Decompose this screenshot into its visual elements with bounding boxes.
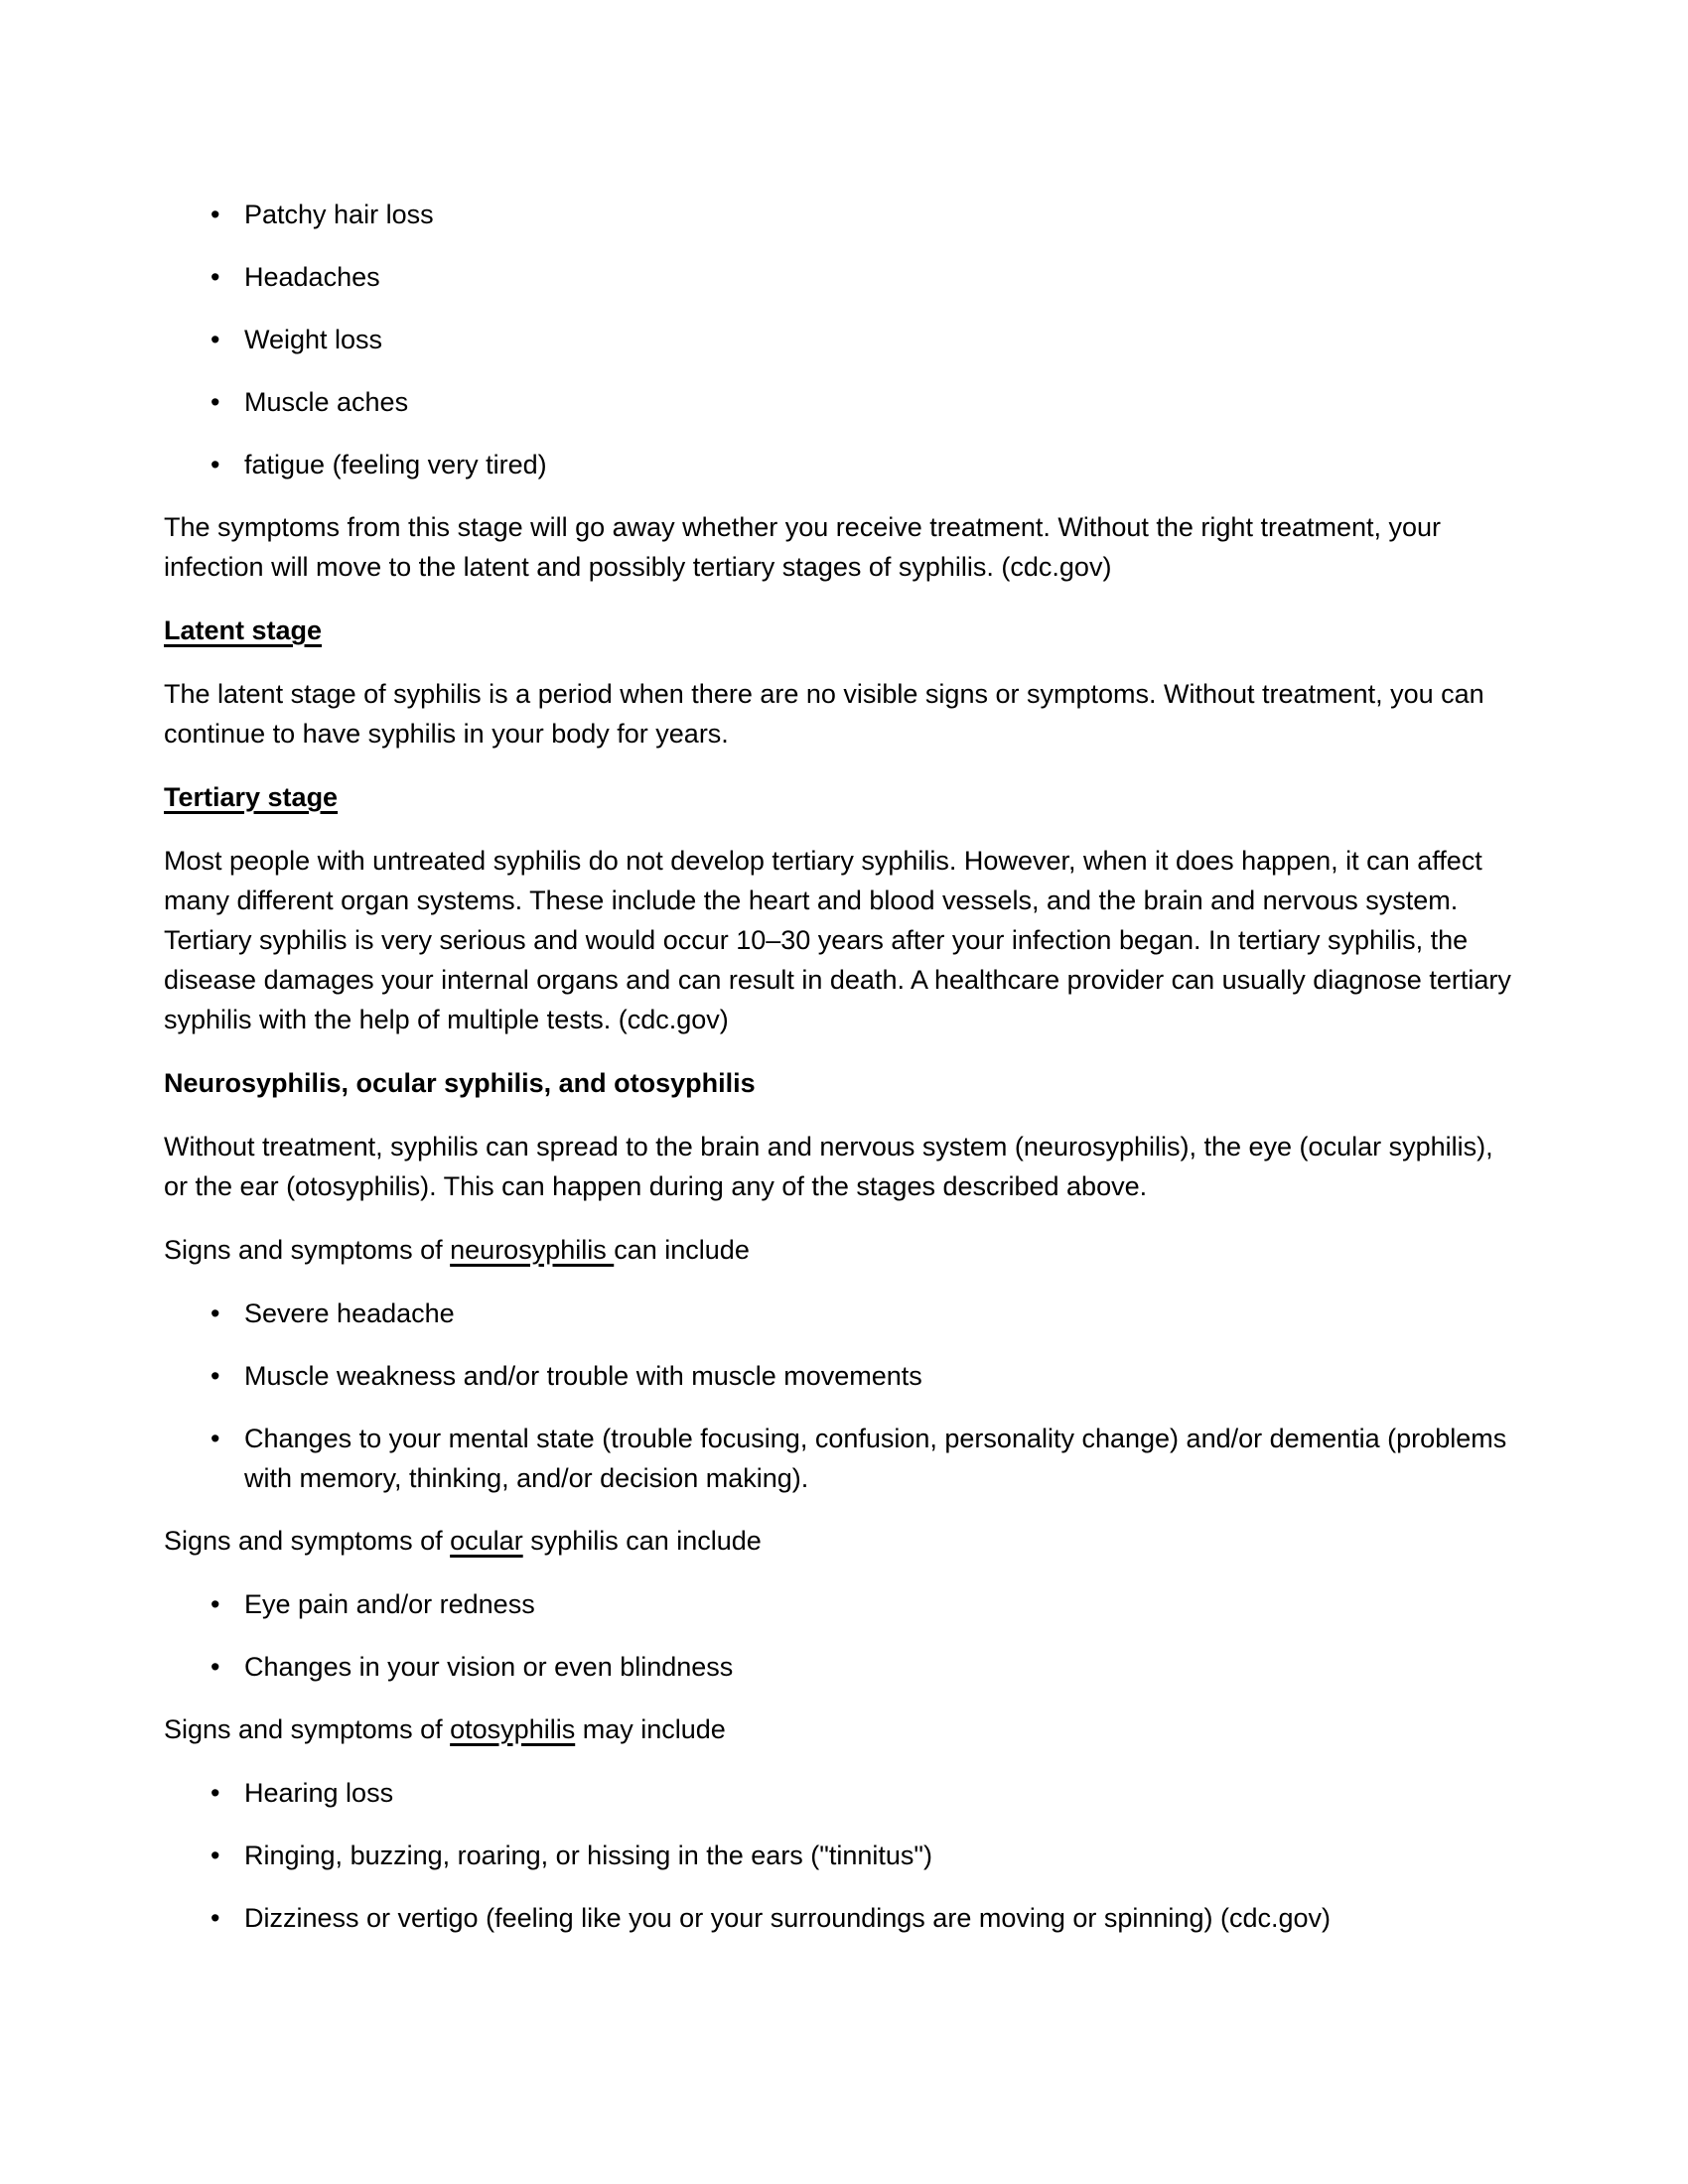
list-item [164, 445, 1524, 484]
list-item [164, 1294, 1524, 1333]
list-item-text: Ringing, buzzing, roaring, or hissing in the ears ("tinnitus") [244, 1841, 933, 1870]
list-item [164, 1584, 1524, 1624]
list-item [164, 320, 1524, 359]
list-item-text: Changes to your mental state (trouble focusing, confusion, personality change) and/or dementia (problems with memory, thinking, and/or decision making). [244, 1424, 1507, 1493]
lead-suffix: can include [614, 1235, 750, 1265]
otosyphilis-symptoms-list [164, 1773, 1524, 1938]
list-item-text: Dizziness or vertigo (feeling like you or your surroundings are moving or spinning) (cdc.gov) [244, 1903, 1331, 1933]
list-item [164, 1836, 1524, 1875]
list-item-text: fatigue (feeling very tired) [244, 450, 547, 479]
heading-neurosyphilis: Neurosyphilis, ocular syphilis, and otosyphilis [164, 1068, 756, 1098]
neurosyphilis-symptoms-list [164, 1294, 1524, 1498]
list-item [164, 1647, 1524, 1687]
lead-suffix: syphilis can include [522, 1526, 762, 1556]
list-item [164, 1356, 1524, 1396]
list-item-text: Eye pain and/or redness [244, 1589, 535, 1619]
ocular-symptoms-list [164, 1584, 1524, 1687]
lead-suffix: may include [575, 1714, 726, 1744]
list-item-text: Muscle weakness and/or trouble with muscle movements [244, 1361, 922, 1391]
lead-prefix: Signs and symptoms of [164, 1714, 451, 1744]
list-item [164, 382, 1524, 422]
heading-tertiary-stage-text: Tertiary stage [164, 782, 339, 812]
paragraph-neurosyphilis-intro: Without treatment, syphilis can spread to the brain and nervous system (neurosyphilis), the eye (ocular syphilis), or the ear (otosyphilis). This can happen during any of the stages described above. [164, 1132, 1493, 1201]
paragraph-latent-stage: The latent stage of syphilis is a period when there are no visible signs or symptoms. Without treatment, you can continue to have syphilis in your body for years. [164, 679, 1484, 749]
list-item-text: Patchy hair loss [244, 200, 434, 229]
list-item [164, 257, 1524, 297]
lead-prefix: Signs and symptoms of [164, 1526, 451, 1556]
list-item [164, 1773, 1524, 1813]
list-item [164, 1898, 1524, 1938]
lead-otosyphilis [164, 1709, 1524, 1749]
heading-tertiary-stage [164, 777, 1524, 817]
paragraph-tertiary-stage: Most people with untreated syphilis do not develop tertiary syphilis. However, when it does happen, it can affect many different organ systems. These include the heart and blood vessels, and the brain and nervous system. Tertiary syphilis is very serious and would occur 10–30 years after your infection began. In tertiary syphilis, the disease damages your internal organs and can result in death. A healthcare provider can usually diagnose tertiary syphilis with the help of multiple tests. (cdc.gov) [164, 846, 1511, 1034]
heading-latent-stage [164, 611, 1524, 650]
list-item-text: Muscle aches [244, 387, 409, 417]
list-item-text: Changes in your vision or even blindness [244, 1652, 734, 1682]
paragraph-stage-symptoms: The symptoms from this stage will go away whether you receive treatment. Without the right treatment, your infection will move to the latent and possibly tertiary stages of syphilis. (cdc.gov) [164, 512, 1442, 582]
secondary-stage-symptoms-list [164, 195, 1524, 484]
heading-latent-stage-text: Latent stage [164, 615, 323, 645]
list-item-text: Severe headache [244, 1298, 455, 1328]
lead-underlined-term: neurosyphilis [450, 1235, 615, 1265]
list-item-text: Hearing loss [244, 1778, 394, 1808]
list-item-text: Headaches [244, 262, 380, 292]
list-item [164, 1419, 1524, 1498]
list-item [164, 195, 1524, 234]
lead-ocular [164, 1521, 1524, 1561]
lead-neurosyphilis [164, 1230, 1524, 1270]
lead-underlined-term: ocular [450, 1526, 523, 1556]
lead-prefix: Signs and symptoms of [164, 1235, 451, 1265]
lead-underlined-term: otosyphilis [450, 1714, 576, 1744]
list-item-text: Weight loss [244, 325, 383, 354]
